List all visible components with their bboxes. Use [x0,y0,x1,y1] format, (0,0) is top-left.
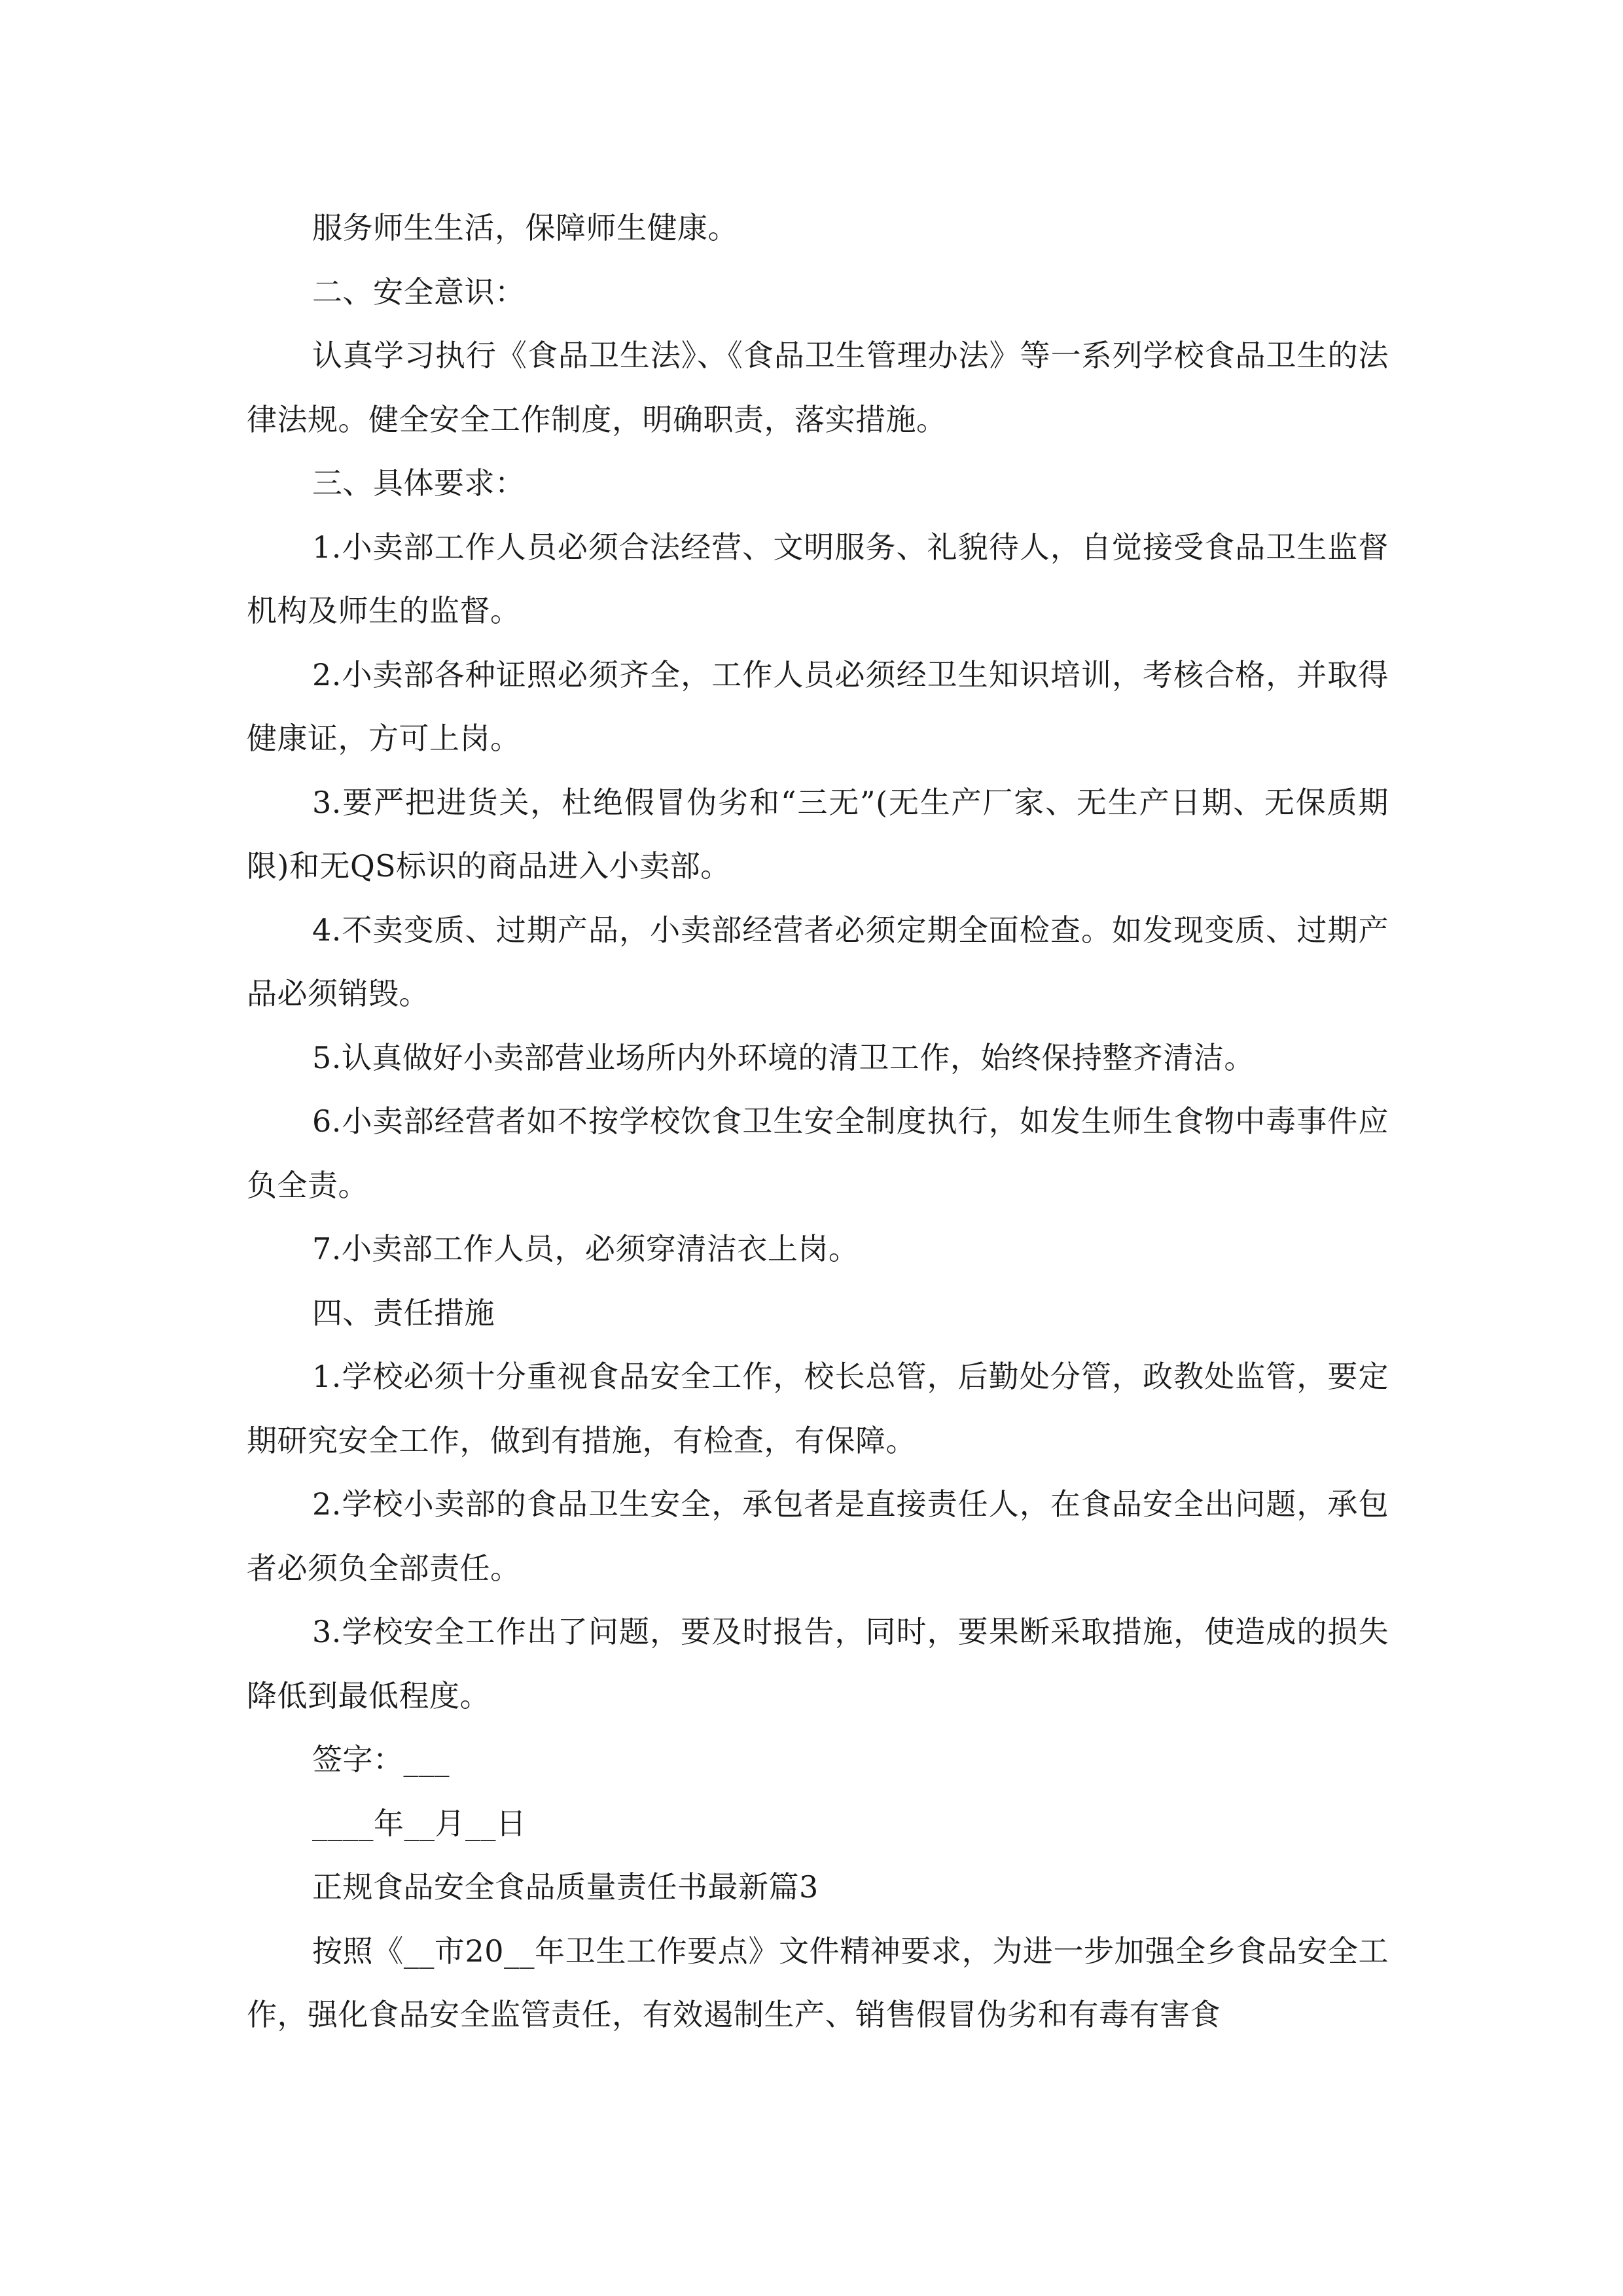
list-item: 7.小卖部工作人员，必须穿清洁衣上岗。 [312,1231,859,1266]
paragraph: 按照《__市20__年卫生工作要点》文件精神要求，为进一步加强全乡食品安全工作，强化食品安全监管责任，有效遏制生产、销售假冒伪劣和有毒有害食 [247,1933,1389,2032]
article-title: 正规食品安全食品质量责任书最新篇3 [312,1869,819,1905]
list-item: 2.小卖部各种证照必须齐全，工作人员必须经卫生知识培训，考核合格，并取得健康证，方可上岗。 [247,656,1389,756]
list-item: 3.学校安全工作出了问题，要及时报告，同时，要果断采取措施，使造成的损失降低到最低程度。 [247,1614,1389,1713]
signature-line: 签字：___ [312,1742,450,1777]
paragraph: 认真学习执行《食品卫生法》、《食品卫生管理办法》等一系列学校食品卫生的法律法规。健全安全工作制度，明确职责，落实措施。 [247,338,1389,437]
list-item: 1.小卖部工作人员必须合法经营、文明服务、礼貌待人，自觉接受食品卫生监督机构及师生的监督。 [247,529,1389,628]
section-heading: 二、安全意识： [312,274,526,310]
list-item: 2.学校小卖部的食品卫生安全，承包者是直接责任人，在食品安全出问题，承包者必须负全部责任。 [247,1486,1389,1586]
list-item: 6.小卖部经营者如不按学校饮食卫生安全制度执行，如发生师生食物中毒事件应负全责。 [247,1103,1389,1203]
paragraph: 服务师生生活，保障师生健康。 [312,210,738,245]
section-heading: 四、责任措施 [312,1295,495,1331]
section-heading: 三、具体要求： [312,465,526,501]
list-item: 3.要严把进货关，杜绝假冒伪劣和“三无”(无生产厂家、无生产日期、无保质期限)和无QS标识的商品进入小卖部。 [247,784,1389,884]
document-body [247,196,1389,2047]
date-line: ____年__月__日 [312,1805,527,1841]
list-item: 5.认真做好小卖部营业场所内外环境的清卫工作，始终保持整齐清洁。 [312,1039,1255,1075]
list-item: 4.不卖变质、过期产品，小卖部经营者必须定期全面检查。如发现变质、过期产品必须销毁。 [247,912,1389,1011]
list-item: 1.学校必须十分重视食品安全工作，校长总管，后勤处分管，政教处监管，要定期研究安全工作，做到有措施，有检查，有保障。 [247,1359,1389,1458]
